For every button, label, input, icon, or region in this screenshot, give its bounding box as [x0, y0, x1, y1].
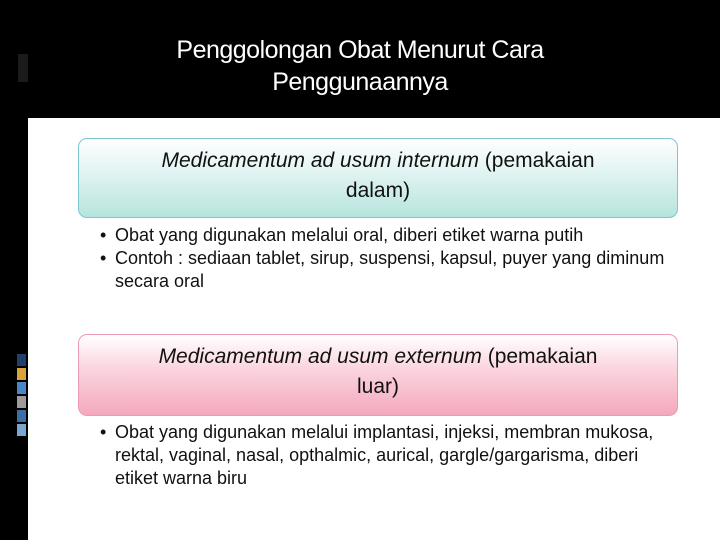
decor-marker — [17, 354, 26, 366]
title-line-1: Penggolongan Obat Menurut Cara — [176, 36, 544, 64]
heading-rest: (pemakaian — [481, 345, 598, 368]
heading-rest: (pemakaian — [478, 149, 595, 172]
bullet-text: Contoh : sediaan tablet, sirup, suspensi, kapsul, puyer yang diminum secara oral — [115, 248, 665, 291]
heading-italic: Medicamentum ad usum internum — [161, 149, 479, 172]
decor-marker — [17, 424, 26, 436]
section-heading-internal — [78, 138, 678, 218]
heading-line-2: dalam) — [345, 179, 411, 202]
decor-marker — [17, 396, 26, 408]
list-item — [98, 247, 668, 293]
bullet-dot: • — [100, 248, 107, 268]
bullet-dot: • — [100, 422, 107, 442]
decor-marker — [17, 368, 26, 380]
page-title — [120, 34, 600, 98]
list-item — [98, 421, 668, 490]
heading-line-1 — [79, 342, 677, 372]
section-heading-external — [78, 334, 678, 416]
decor-marker — [17, 410, 26, 422]
bullet-text: Obat yang digunakan melalui oral, diberi etiket warna putih — [115, 225, 584, 245]
decor-marker — [17, 382, 26, 394]
title-line-2: Penggunaannya — [272, 68, 448, 96]
list-item — [98, 224, 668, 247]
bullet-dot: • — [100, 225, 107, 245]
heading-line-1 — [79, 146, 677, 176]
title-marker-square-inner — [18, 54, 28, 82]
heading-italic: Medicamentum ad usum externum — [158, 345, 482, 368]
bullet-text: Obat yang digunakan melalui implantasi, injeksi, membran mukosa, rektal, vaginal, nasal, opthalmic, aurical, gargle/gargarisma, diberi etiket warna biru — [115, 422, 654, 488]
heading-line-2: luar) — [356, 375, 399, 398]
bullet-list-external — [98, 421, 668, 490]
bullet-list-internal — [98, 224, 668, 293]
